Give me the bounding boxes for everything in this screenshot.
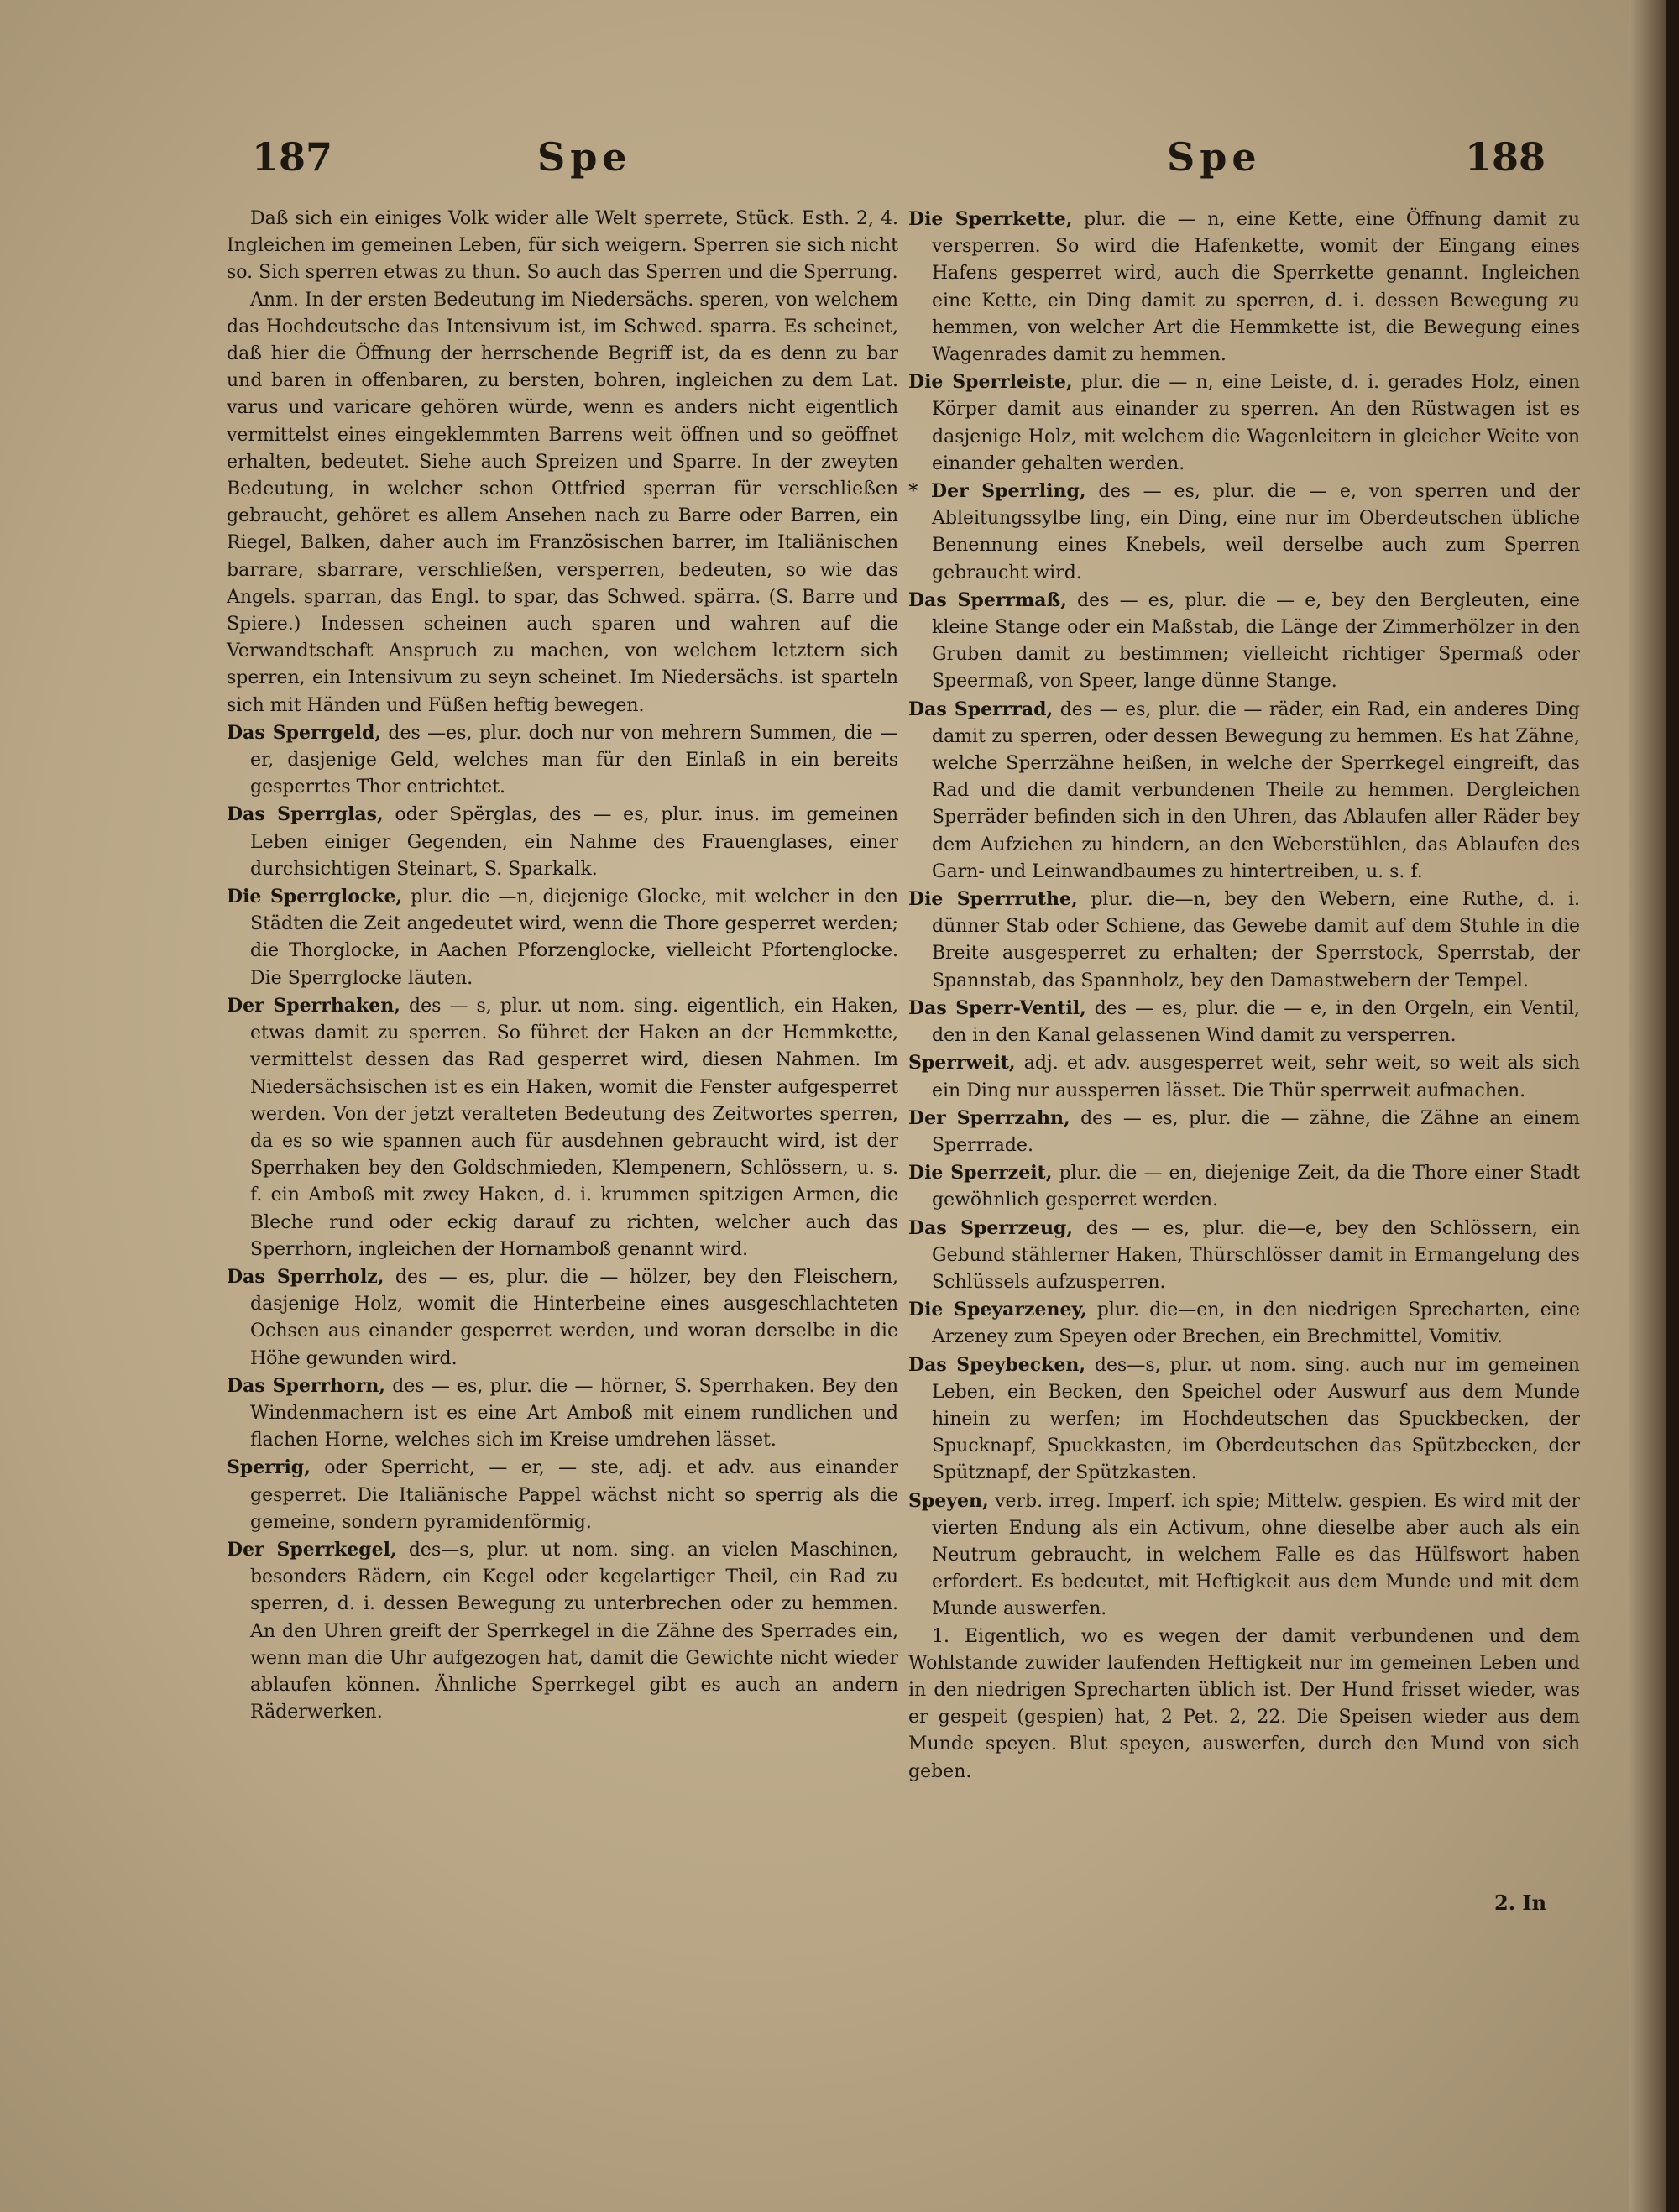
dictionary-entry <box>908 1488 1580 1624</box>
dictionary-entry <box>908 206 1580 369</box>
right-page-number: 188 <box>1465 134 1546 180</box>
entry-definition: plur. die — en, diejenige Zeit, da die Thore einer Stadt gewöhnlich gesperret werden. <box>932 1163 1580 1211</box>
text-paragraph: Daß sich ein einiges Volk wider alle Welt sperrete, Stück. Esth. 2, 4. Ingleichen im gemeinen Leben, für sich weigern. Sperren sie sich nicht so. Sich sperren etwas zu thun. So auch das Sperren und die Sperrung. <box>227 208 898 284</box>
entry-definition: plur. die—n, bey den Webern, eine Ruthe, d. i. dünner Stab oder Schiene, das Gewebe damit auf dem Stuhle in die Breite ausgesperret zu erhalten; der Sperrstock, Sperrstab, der Spannstab, das Spannholz, bey den Damastwebern der Tempel. <box>932 889 1580 991</box>
entry-lemma: Das Sperrhorn, <box>227 1374 385 1397</box>
dictionary-entry <box>908 478 1580 587</box>
annotation-paragraph: Anm. In der ersten Bedeutung im Niedersächs. speren, von welchem das Hochdeutsche das Intensivum ist, im Schwed. sparra. Es scheinet, daß hier die Öffnung der herrschende Begriff ist, da es denn zu bar und baren in offenbaren, zu bersten, bohren, ingleichen zu dem Lat. varus und varicare gehören würde, wenn es anders nicht eigentlich vermittelst eines eingeklemmten Barrens weit öffnen und so geöffnet erhalten, bedeutet. Siehe auch Spreizen und Sparre. In der zweyten Bedeutung, in welcher schon Ottfried sperran für verschließen gebraucht, gehöret es allem Ansehen nach zu Barre oder Barren, ein Riegel, Balken, daher auch im Französischen barrer, im Italiänischen barrare, sbarrare, verschließen, versperren, bedeuten, so wie das Angels. sparran, das Engl. to spar, das Schwed. spärra. (S. Barre und Spiere.) Indessen scheinen auch sparen und wahren auf die Verwandtschaft Anspruch zu machen, von welchem letztern sich sperren, ein Intensivum zu seyn scheinet. Im Niedersächs. ist sparteln sich mit Händen und Füßen heftig bewegen. <box>227 289 898 716</box>
entry-lemma: Das Speybecken, <box>908 1353 1086 1376</box>
entry-definition: des —es, plur. doch nur von mehrern Summen, die —er, dasjenige Geld, welches man für den Einlaß in ein bereits gesperrtes Thor entrichtet. <box>250 722 898 798</box>
page-header <box>0 134 1666 185</box>
entry-lemma: Das Sperrgeld, <box>227 721 381 744</box>
entry-lemma: Das Sperrrad, <box>908 698 1054 720</box>
left-running-head: Spe <box>537 134 632 180</box>
entry-definition: des — s, plur. ut nom. sing. eigentlich, ein Haken, etwas damit zu sperren. So führet der Haken an der Hemmkette, vermittelst dessen das Rad gesperret wird, diesen Nahmen. Im Niedersächsischen ist es ein Haken, womit die Fenster aufgesperret werden. Von der jetzt veralteten Bedeutung des Zeitwortes sperren, da es so wie spannen auch für ausdehnen gebraucht wird, ist der Sperrhaken bey den Goldschmieden, Klempenern, Schlössern, u. s. f. ein Amboß mit zwey Haken, d. i. krummen spitzigen Armen, die Bleche rund oder eckig darauf zu richten, welcher auch das Sperrhorn, ingleichen der Hornamboß genannt wird. <box>250 995 899 1260</box>
entry-definition: des — es, plur. die — räder, ein Rad, ein anderes Ding damit zu sperren, oder dessen Bewegung zu hemmen. Es hat Zähne, welche Sperrzähne heißen, in welche der Sperrkegel eingreift, das Rad und die damit verbundenen Theile zu hemmen. Dergleichen Sperräder befinden sich in den Uhren, das Ablaufen aller Räder bey dem Aufziehen zu hindern, an den Weberstühlen, das Ablaufen des Garn- und Leinwandbaumes zu hintertreiben, u. s. f. <box>932 698 1580 882</box>
entry-definition: plur. die—en, in den niedrigen Sprecharten, eine Arzeney zum Speyen oder Brechen, ein Brechmittel, Vomitiv. <box>932 1299 1581 1348</box>
dictionary-entry <box>908 369 1580 478</box>
entry-lemma: Das Sperrzeug, <box>908 1216 1074 1239</box>
dictionary-entry <box>908 587 1580 696</box>
entry-definition: des — es, plur. die — e, bey den Bergleuten, eine kleine Stange oder ein Maßstab, die Länge der Zimmerhölzer in den Gruben damit zu bestimmen; vielleicht richtiger Spermaß oder Speermaß, von Speer, lange dünne Stange. <box>932 589 1580 693</box>
entry-lemma: Der Sperrzahn, <box>908 1106 1070 1129</box>
dictionary-entry <box>227 1454 898 1536</box>
dictionary-entry <box>227 883 898 992</box>
right-running-head: Spe <box>1167 134 1262 180</box>
entry-lemma: Die Sperrzeit, <box>908 1162 1053 1184</box>
entry-definition: verb. irreg. Imperf. ich spie; Mittelw. gespien. Es wird mit der vierten Endung als ein Activum, ohne dieselbe aber auch als ein Neutrum gebraucht, in welchem Falle es das Hülfswort haben erfordert. Es bedeutet, mit Heftigkeit aus dem Munde und mit dem Munde auswerfen. <box>932 1490 1580 1620</box>
dictionary-entry <box>227 801 898 883</box>
entry-definition: oder Sperricht, — er, — ste, adj. et adv. aus einander gesperret. Die Italiänische Pappel wächst nicht so sperrig als die gemeine, sondern pyramidenförmig. <box>250 1457 898 1533</box>
entry-lemma: Sperrweit, <box>908 1052 1016 1075</box>
entry-definition: des — es, plur. die — zähne, die Zähne an einem Sperrrade. <box>932 1107 1580 1156</box>
entry-lemma: Speyen, <box>908 1489 989 1512</box>
entry-definition: des—s, plur. ut nom. sing. an vielen Maschinen, besonders Rädern, ein Kegel oder kegelartiger Theil, ein Rad zu sperren, d. i. dessen Bewegung zu unterbrechen oder zu hemmen. An den Uhren greift der Sperrkegel in die Zähne des Sperrades ein, wenn man die Uhr aufgezogen hat, damit die Gewichte nicht wieder ablaufen können. Ähnliche Sperrkegel gibt es auch an andern Räderwerken. <box>250 1539 898 1723</box>
entry-lemma: Die Sperrleiste, <box>908 371 1073 394</box>
entry-lemma: Der Sperrkegel, <box>227 1538 397 1561</box>
entry-definition: des — es, plur. die — e, von sperren und der Ableitungssylbe ling, ein Ding, eine nur im Oberdeutschen übliche Benennung eines Knebels, weil derselbe auch zum Sperren gebraucht wird. <box>932 481 1580 583</box>
entry-definition: oder Spërglas, des — es, plur. inus. im gemeinen Leben einiger Gegenden, ein Nahme des Frauenglases, einer durchsichtigen Steinart, S. Sparkalk. <box>250 804 899 880</box>
dictionary-entry <box>908 886 1580 995</box>
text-paragraph: 1. Eigentlich, wo es wegen der damit verbundenen und dem Wohlstande zuwider laufenden Heftigkeit nur im gemeinen Leben und in den niedrigen Sprecharten üblich ist. Der Hund frisset wieder, was er gespeit (gespien) hat, 2 Pet. 2, 22. Die Speisen wieder aus dem Munde speyen. Blut speyen, auswerfen, durch den Mund von sich geben. <box>908 1625 1580 1782</box>
dictionary-entry <box>908 1296 1580 1351</box>
entry-lemma: Das Sperrmaß, <box>908 588 1067 611</box>
dictionary-entry <box>227 992 898 1263</box>
entry-lemma: Die Sperrglocke, <box>227 886 403 908</box>
entry-definition: des—s, plur. ut nom. sing. auch nur im gemeinen Leben, ein Becken, den Speichel oder Auswurf aus dem Munde hinein zu werfen; im Hochdeutschen das Spuckbecken, der Spucknapf, Spuckkasten, im Oberdeutschen das Spützbecken, der Spütznapf, der Spützkasten. <box>932 1354 1580 1484</box>
entry-lemma: Die Sperrruthe, <box>908 888 1078 911</box>
entry-definition: plur. die —n, diejenige Glocke, mit welcher in den Städten die Zeit angedeutet wird, wenn die Thore gesperret werden; die Thorglocke, in Aachen Pforzenglocke, vielleicht Pfortenglocke. Die Sperrglocke läuten. <box>250 886 899 989</box>
entry-lemma: Das Sperrglas, <box>227 803 384 826</box>
entry-lemma: Die Sperrkette, <box>908 208 1073 230</box>
entry-definition: plur. die — n, eine Leiste, d. i. gerades Holz, einen Körper damit aus einander zu sperren. An den Rüstwagen ist es dasjenige Holz, mit welchem die Wagenleitern in gleicher Weite von einander gehalten werden. <box>932 372 1580 474</box>
dictionary-entry <box>908 1352 1580 1488</box>
entry-lemma: Sperrig, <box>227 1456 311 1479</box>
entry-lemma: Die Speyarzeney, <box>908 1299 1087 1321</box>
dictionary-entry <box>227 1263 898 1373</box>
entry-definition: des — es, plur. die — hörner, S. Sperrhaken. Bey den Windenmachern ist es eine Art Amboß mit einem rundlichen und flachen Horne, welches sich im Kreise umdrehen lässet. <box>250 1375 898 1451</box>
entry-lemma: Das Sperr-Ventil, <box>908 996 1086 1019</box>
dictionary-entry <box>908 1159 1580 1214</box>
left-column <box>227 206 898 1726</box>
dictionary-entry <box>908 1049 1580 1104</box>
entry-definition: des — es, plur. die — e, in den Orgeln, ein Ventil, den in den Kanal gelassenen Wind damit zu versperren. <box>932 997 1580 1047</box>
entry-lemma: Das Sperrholz, <box>227 1265 384 1288</box>
dictionary-entry <box>227 719 898 802</box>
catchword: 2. In <box>1494 1890 1547 1915</box>
dictionary-entry <box>908 1215 1580 1297</box>
entry-definition: plur. die — n, eine Kette, eine Öffnung damit zu versperren. So wird die Hafenkette, womit der Eingang eines Hafens gesperret wird, auch die Sperrkette genannt. Ingleichen eine Kette, ein Ding damit zu sperren, d. i. dessen Bewegung zu hemmen, von welcher Art die Hemmkette ist, die Bewegung eines Wagenrades damit zu hemmen. <box>932 209 1581 366</box>
dictionary-entry <box>227 1373 898 1455</box>
entry-definition: des — es, plur. die — hölzer, bey den Fleischern, dasjenige Holz, womit die Hinterbeine eines ausgeschlachteten Ochsen aus einander gesperret werden, und woran derselbe in die Höhe gewunden wird. <box>250 1266 898 1369</box>
entry-definition: adj. et adv. ausgesperret weit, sehr weit, so weit als sich ein Ding nur aussperren lässet. Die Thür sperrweit aufmachen. <box>932 1053 1580 1101</box>
dictionary-entry <box>908 995 1580 1049</box>
page-edge-shadow <box>1666 0 1679 2212</box>
dictionary-entry <box>908 696 1580 886</box>
dictionary-entry <box>908 1105 1580 1159</box>
right-column <box>908 206 1580 1786</box>
entry-lemma: * Der Sperrling, <box>908 480 1086 503</box>
dictionary-entry <box>227 1536 898 1726</box>
left-page-number: 187 <box>252 134 333 180</box>
entry-definition: des — es, plur. die—e, bey den Schlössern, ein Gebund stählerner Haken, Thürschlösser damit in Ermangelung des Schlüssels aufzusperren. <box>932 1217 1580 1293</box>
entry-lemma: Der Sperrhaken, <box>227 994 400 1017</box>
